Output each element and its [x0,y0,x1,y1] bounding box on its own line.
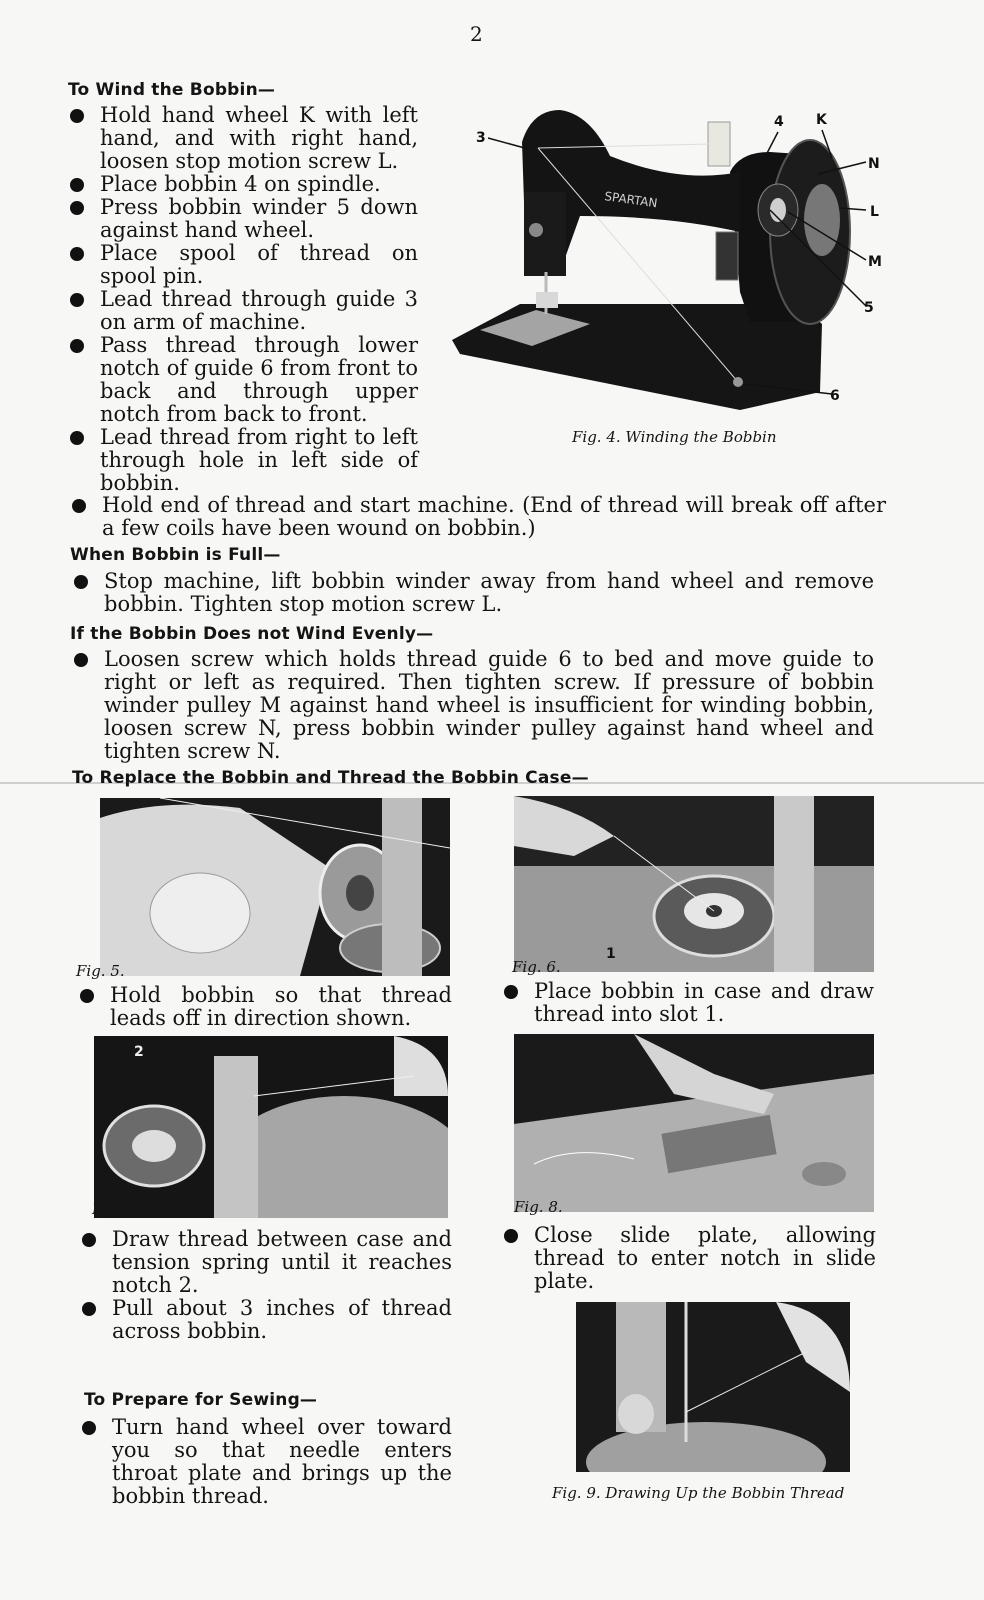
fig5-caption: Fig. 5. [76,962,125,980]
list-item: Place bobbin in case and draw thread into slot 1. [500,980,874,1026]
list-item: Turn hand wheel over toward you so that needle enters throat plate and brings up the bobbin thread. [78,1416,452,1508]
uneven-heading: If the Bobbin Does not Wind Evenly— [70,624,434,644]
fig7-caption: Fig. 7. [92,1200,141,1218]
fig9-caption: Fig. 9. Drawing Up the Bobbin Thread [552,1484,845,1502]
fig6-steps [500,980,874,1026]
list-item: Place bobbin 4 on spindle. [66,173,418,196]
replace-heading: To Replace the Bobbin and Thread the Bobbin Case— [72,768,589,788]
full-heading: When Bobbin is Full— [70,545,281,565]
fig7-label-2: 2 [134,1044,144,1060]
wind-step-wide [68,494,886,540]
list-item: Pull about 3 inches of thread across bobbin. [78,1297,452,1343]
fig8-steps [500,1224,876,1293]
fig9-photo [576,1302,850,1472]
fig4-label-4: 4 [774,114,784,130]
fig5-steps [76,984,452,1030]
list-item: Place spool of thread on spool pin. [66,242,418,288]
fig6-label-1: 1 [606,946,616,962]
fig4-label-6: 6 [830,388,840,404]
fig4-label-l: L [870,204,879,220]
fig6-caption: Fig. 6. [512,958,561,976]
list-item: Stop machine, lift bobbin winder away from hand wheel and remove bobbin. Tighten stop motion screw L. [70,570,874,616]
list-item: Hold hand wheel K with left hand, and with right hand, loosen stop motion screw L. [66,104,418,173]
list-item: Lead thread from right to left through hole in left side of bobbin. [66,426,418,495]
fig4-illustration [440,92,890,422]
fig8-photo [514,1034,874,1212]
fig7-photo [94,1036,448,1218]
uneven-steps [70,648,874,763]
fig4-label-3: 3 [476,130,486,146]
fig5-photo [100,798,450,976]
fig4-label-5: 5 [864,300,874,316]
prepare-heading: To Prepare for Sewing— [84,1390,318,1410]
list-item: Hold end of thread and start machine. (End of thread will break off after a few coils have been wound on bobbin.) [68,494,886,540]
list-item: Press bobbin winder 5 down against hand wheel. [66,196,418,242]
fig8-caption: Fig. 8. [514,1198,563,1216]
list-item: Loosen screw which holds thread guide 6 to bed and move guide to right or left as required. Then tighten screw. If pressure of bobbin winder pulley M against hand wheel is insufficient for winding bobbin, loosen screw N, press bobbin winder pulley against hand wheel and tighten screw N. [70,648,874,763]
list-item: Close slide plate, allowing thread to enter notch in slide plate. [500,1224,876,1293]
list-item: Draw thread between case and tension spring until it reaches notch 2. [78,1228,452,1297]
list-item: Pass thread through lower notch of guide 6 from front to back and through upper notch from back to front. [66,334,418,426]
fig4-label-k: K [816,112,827,128]
fig7-steps [78,1228,452,1343]
page-number: 2 [470,22,483,46]
prepare-steps [78,1416,452,1508]
list-item: Lead thread through guide 3 on arm of machine. [66,288,418,334]
wind-heading: To Wind the Bobbin— [68,80,276,100]
fig4-brand: SPARTAN [603,189,659,211]
list-item: Hold bobbin so that thread leads off in direction shown. [76,984,452,1030]
fig4-label-m: M [868,254,882,270]
fig4-label-n: N [868,156,880,172]
fig4-caption: Fig. 4. Winding the Bobbin [572,428,777,446]
fig6-photo [514,796,874,972]
full-steps [70,570,874,616]
wind-steps [66,104,418,495]
